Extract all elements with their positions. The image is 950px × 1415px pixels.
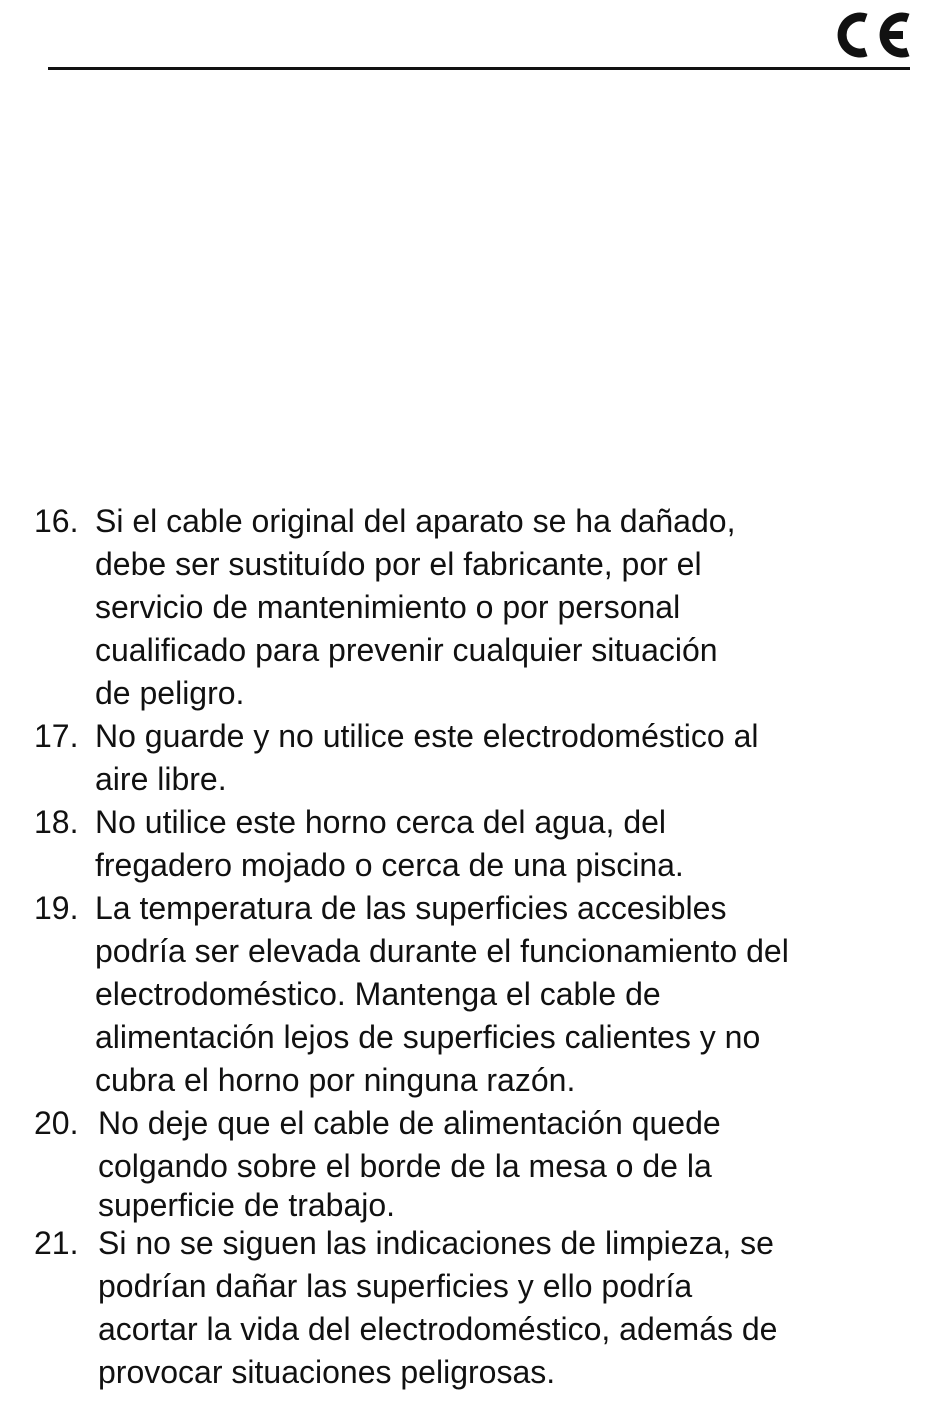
header-divider [48, 67, 910, 70]
instruction-number: 20. [34, 1105, 79, 1141]
instruction-line: debe ser sustituído por el fabricante, por el [95, 546, 702, 582]
instruction-line: podrían dañar las superficies y ello podría [98, 1268, 693, 1304]
instruction-line: No utilice este horno cerca del agua, del [95, 804, 667, 840]
instruction-line: provocar situaciones peligrosas. [98, 1354, 556, 1390]
instruction-text [95, 715, 914, 801]
instruction-line: colgando sobre el borde de la mesa o de la [98, 1148, 712, 1184]
instruction-item-20 [34, 1102, 914, 1222]
instruction-line: podría ser elevada durante el funcionamiento del [95, 933, 789, 969]
instruction-text [98, 1222, 914, 1394]
instruction-number: 21. [34, 1225, 79, 1261]
instruction-line: servicio de mantenimiento o por personal [95, 589, 681, 625]
instruction-line: alimentación lejos de superficies calientes y no [95, 1019, 761, 1055]
instruction-text [95, 801, 914, 887]
instruction-number: 19. [34, 890, 79, 926]
instruction-line: electrodoméstico. Mantenga el cable de [95, 976, 661, 1012]
instruction-line: La temperatura de las superficies accesibles [95, 890, 727, 926]
instruction-number: 16. [34, 503, 79, 539]
ce-mark-icon [832, 8, 912, 62]
instruction-line: Si no se siguen las indicaciones de limpieza, se [98, 1225, 774, 1261]
instruction-item-16 [34, 500, 914, 715]
instruction-text [95, 500, 914, 715]
instruction-line: aire libre. [95, 761, 227, 797]
instruction-text [98, 1102, 914, 1222]
instruction-text [95, 887, 914, 1102]
instruction-line: cualificado para prevenir cualquier situación [95, 632, 718, 668]
instruction-line: No deje que el cable de alimentación quede [98, 1105, 721, 1141]
instruction-number: 17. [34, 718, 79, 754]
instruction-line: superficie de trabajo. [98, 1187, 396, 1223]
instruction-line: cubra el horno por ninguna razón. [95, 1062, 576, 1098]
safety-instructions-list [34, 500, 914, 1394]
instruction-item-21 [34, 1222, 914, 1394]
instruction-line: acortar la vida del electrodoméstico, además de [98, 1311, 778, 1347]
instruction-item-18 [34, 801, 914, 887]
instruction-item-19 [34, 887, 914, 1102]
instruction-line: de peligro. [95, 675, 245, 711]
instruction-line: No guarde y no utilice este electrodoméstico al [95, 718, 759, 754]
instruction-item-17 [34, 715, 914, 801]
instruction-number: 18. [34, 804, 79, 840]
instruction-line: Si el cable original del aparato se ha dañado, [95, 503, 736, 539]
instruction-line: fregadero mojado o cerca de una piscina. [95, 847, 684, 883]
